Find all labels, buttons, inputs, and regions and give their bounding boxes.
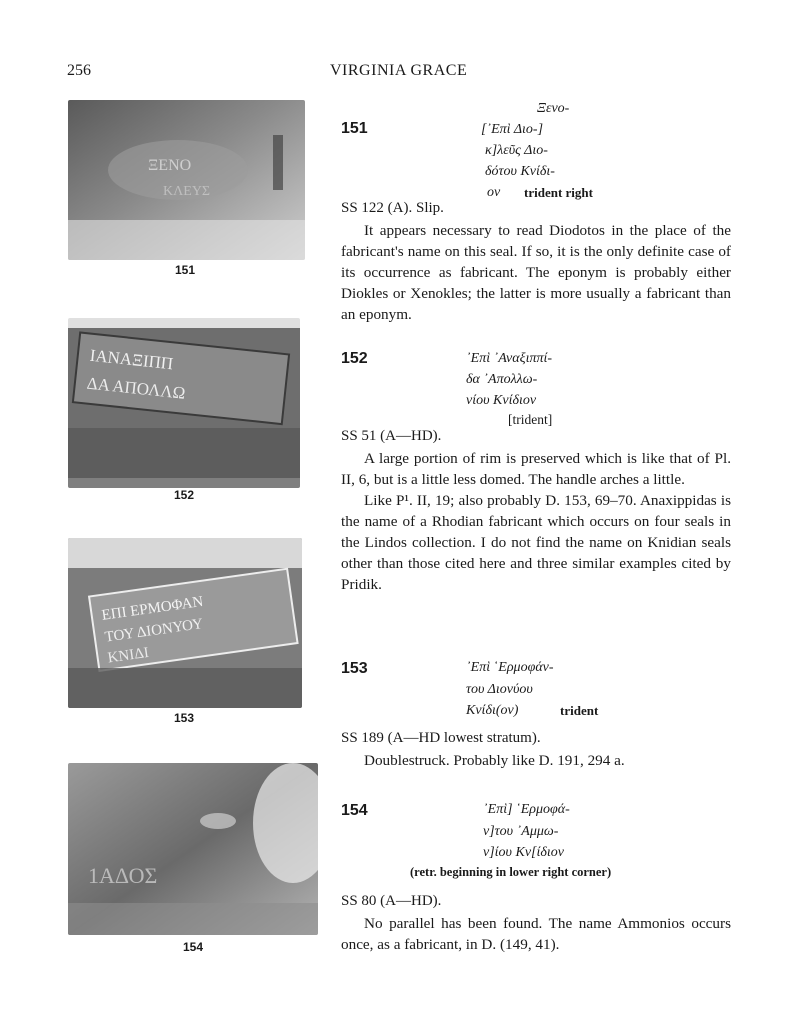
inscription-line: του Διονύου: [466, 682, 533, 697]
paragraph: Like P¹. II, 19; also probably D. 153, 69–70. Anaxippidas is the name of a Rhodian fabricant which occurs on four seals in the Lindos collection. I do not find the name on Knidian seals other than those cited here and three similar examples cited by Pridik.: [341, 492, 731, 593]
paragraph: It appears necessary to read Diodotos in the place of the fabricant's name on this seal. If so, it is the only definite case of its occurrence as fabricant. The eponym is probably either Diokles or Xenokles; the latter is more usually a fabricant than an eponym.: [341, 222, 731, 323]
stamp-photo-152: [68, 318, 300, 488]
svg-text:ΙΑΝΑΞΙΠΠ: ΙΑΝΑΞΙΠΠ: [88, 345, 175, 374]
inscription-note: trident right: [524, 185, 593, 200]
svg-text:ΚΛΕΥΣ: ΚΛΕΥΣ: [163, 184, 211, 199]
svg-text:ΚΝΙΔΙ: ΚΝΙΔΙ: [106, 644, 150, 667]
svg-text:1ΑΔΟΣ: 1ΑΔΟΣ: [88, 863, 158, 888]
inscription-line: δα ᾿Απολλω-: [466, 372, 538, 387]
inscription-note: [trident]: [508, 412, 553, 427]
inscription-line: νίου Κνίδιον: [466, 393, 537, 408]
inscription-line: [᾿Επὶ Διο-]: [481, 122, 544, 137]
entry-number: 151: [341, 120, 368, 137]
running-title: VIRGINIA GRACE: [330, 62, 468, 79]
paragraph: No parallel has been found. The name Ammonios occurs once, as a fabricant, in D. (149, 41).: [341, 915, 731, 953]
stamp-photo-153: [68, 538, 302, 708]
entry-text: [341, 448, 731, 595]
stamp-photo-151: [68, 100, 305, 260]
svg-text:ΕΠΙ ΕΡΜΟΦΑΝ: ΕΠΙ ΕΡΜΟΦΑΝ: [100, 593, 205, 624]
paragraph: A large portion of rim is preserved which is like that of Pl. II, 6, but is a little less domed. The handle arches a little.: [341, 450, 731, 488]
entry-text: [341, 913, 731, 955]
inscription-line: ν]ίου Κν[ίδιον: [483, 845, 564, 860]
entry-number: 154: [341, 802, 368, 819]
inscription-line: Ξενο-: [537, 101, 570, 116]
paragraph: Doublestruck. Probably like D. 191, 294 a.: [364, 752, 625, 769]
inscription-line: ᾿Επὶ ᾿Αναξιππί-: [466, 351, 553, 366]
inscription-line: κ]λεῦς Διο-: [485, 143, 548, 158]
figure-caption: 154: [182, 940, 204, 954]
reference-line: SS 80 (A—HD).: [341, 893, 442, 909]
figure-caption: 152: [173, 488, 195, 502]
entry-text: [341, 750, 731, 771]
inscription-line: ον: [487, 185, 501, 200]
inscription-line: ᾿Επὶ] ῾Ερμοφά-: [483, 802, 570, 817]
inscription-line: δότου Κνίδι-: [485, 164, 555, 179]
svg-text:ΤΟΥ ΔΙΟΝΥΟΥ: ΤΟΥ ΔΙΟΝΥΟΥ: [103, 616, 204, 646]
inscription-line: ᾿Επὶ ῾Ερμοφάν-: [466, 660, 554, 675]
stamp-photo-154: [68, 763, 318, 935]
entry-number: 152: [341, 350, 368, 367]
figure-caption: 153: [173, 711, 195, 725]
entry-number: 153: [341, 660, 368, 677]
inscription-note: trident: [560, 703, 599, 718]
figure-caption: 151: [174, 263, 196, 277]
svg-text:ΔΑ ΑΠΟΛΛΩ: ΔΑ ΑΠΟΛΛΩ: [85, 373, 187, 403]
reference-line: SS 122 (A). Slip.: [341, 200, 444, 216]
reference-line: SS 189 (A—HD lowest stratum).: [341, 730, 541, 746]
reference-line: SS 51 (A—HD).: [341, 428, 442, 444]
svg-text:ΞΕΝΟ: ΞΕΝΟ: [148, 157, 192, 174]
inscription-line: ν]του ᾿Αμμω-: [483, 824, 559, 839]
inscription-line: Κνίδι(ον): [466, 703, 519, 718]
inscription-note: (retr. beginning in lower right corner): [410, 865, 612, 879]
page-number: 256: [67, 62, 91, 79]
entry-text: [341, 220, 731, 325]
